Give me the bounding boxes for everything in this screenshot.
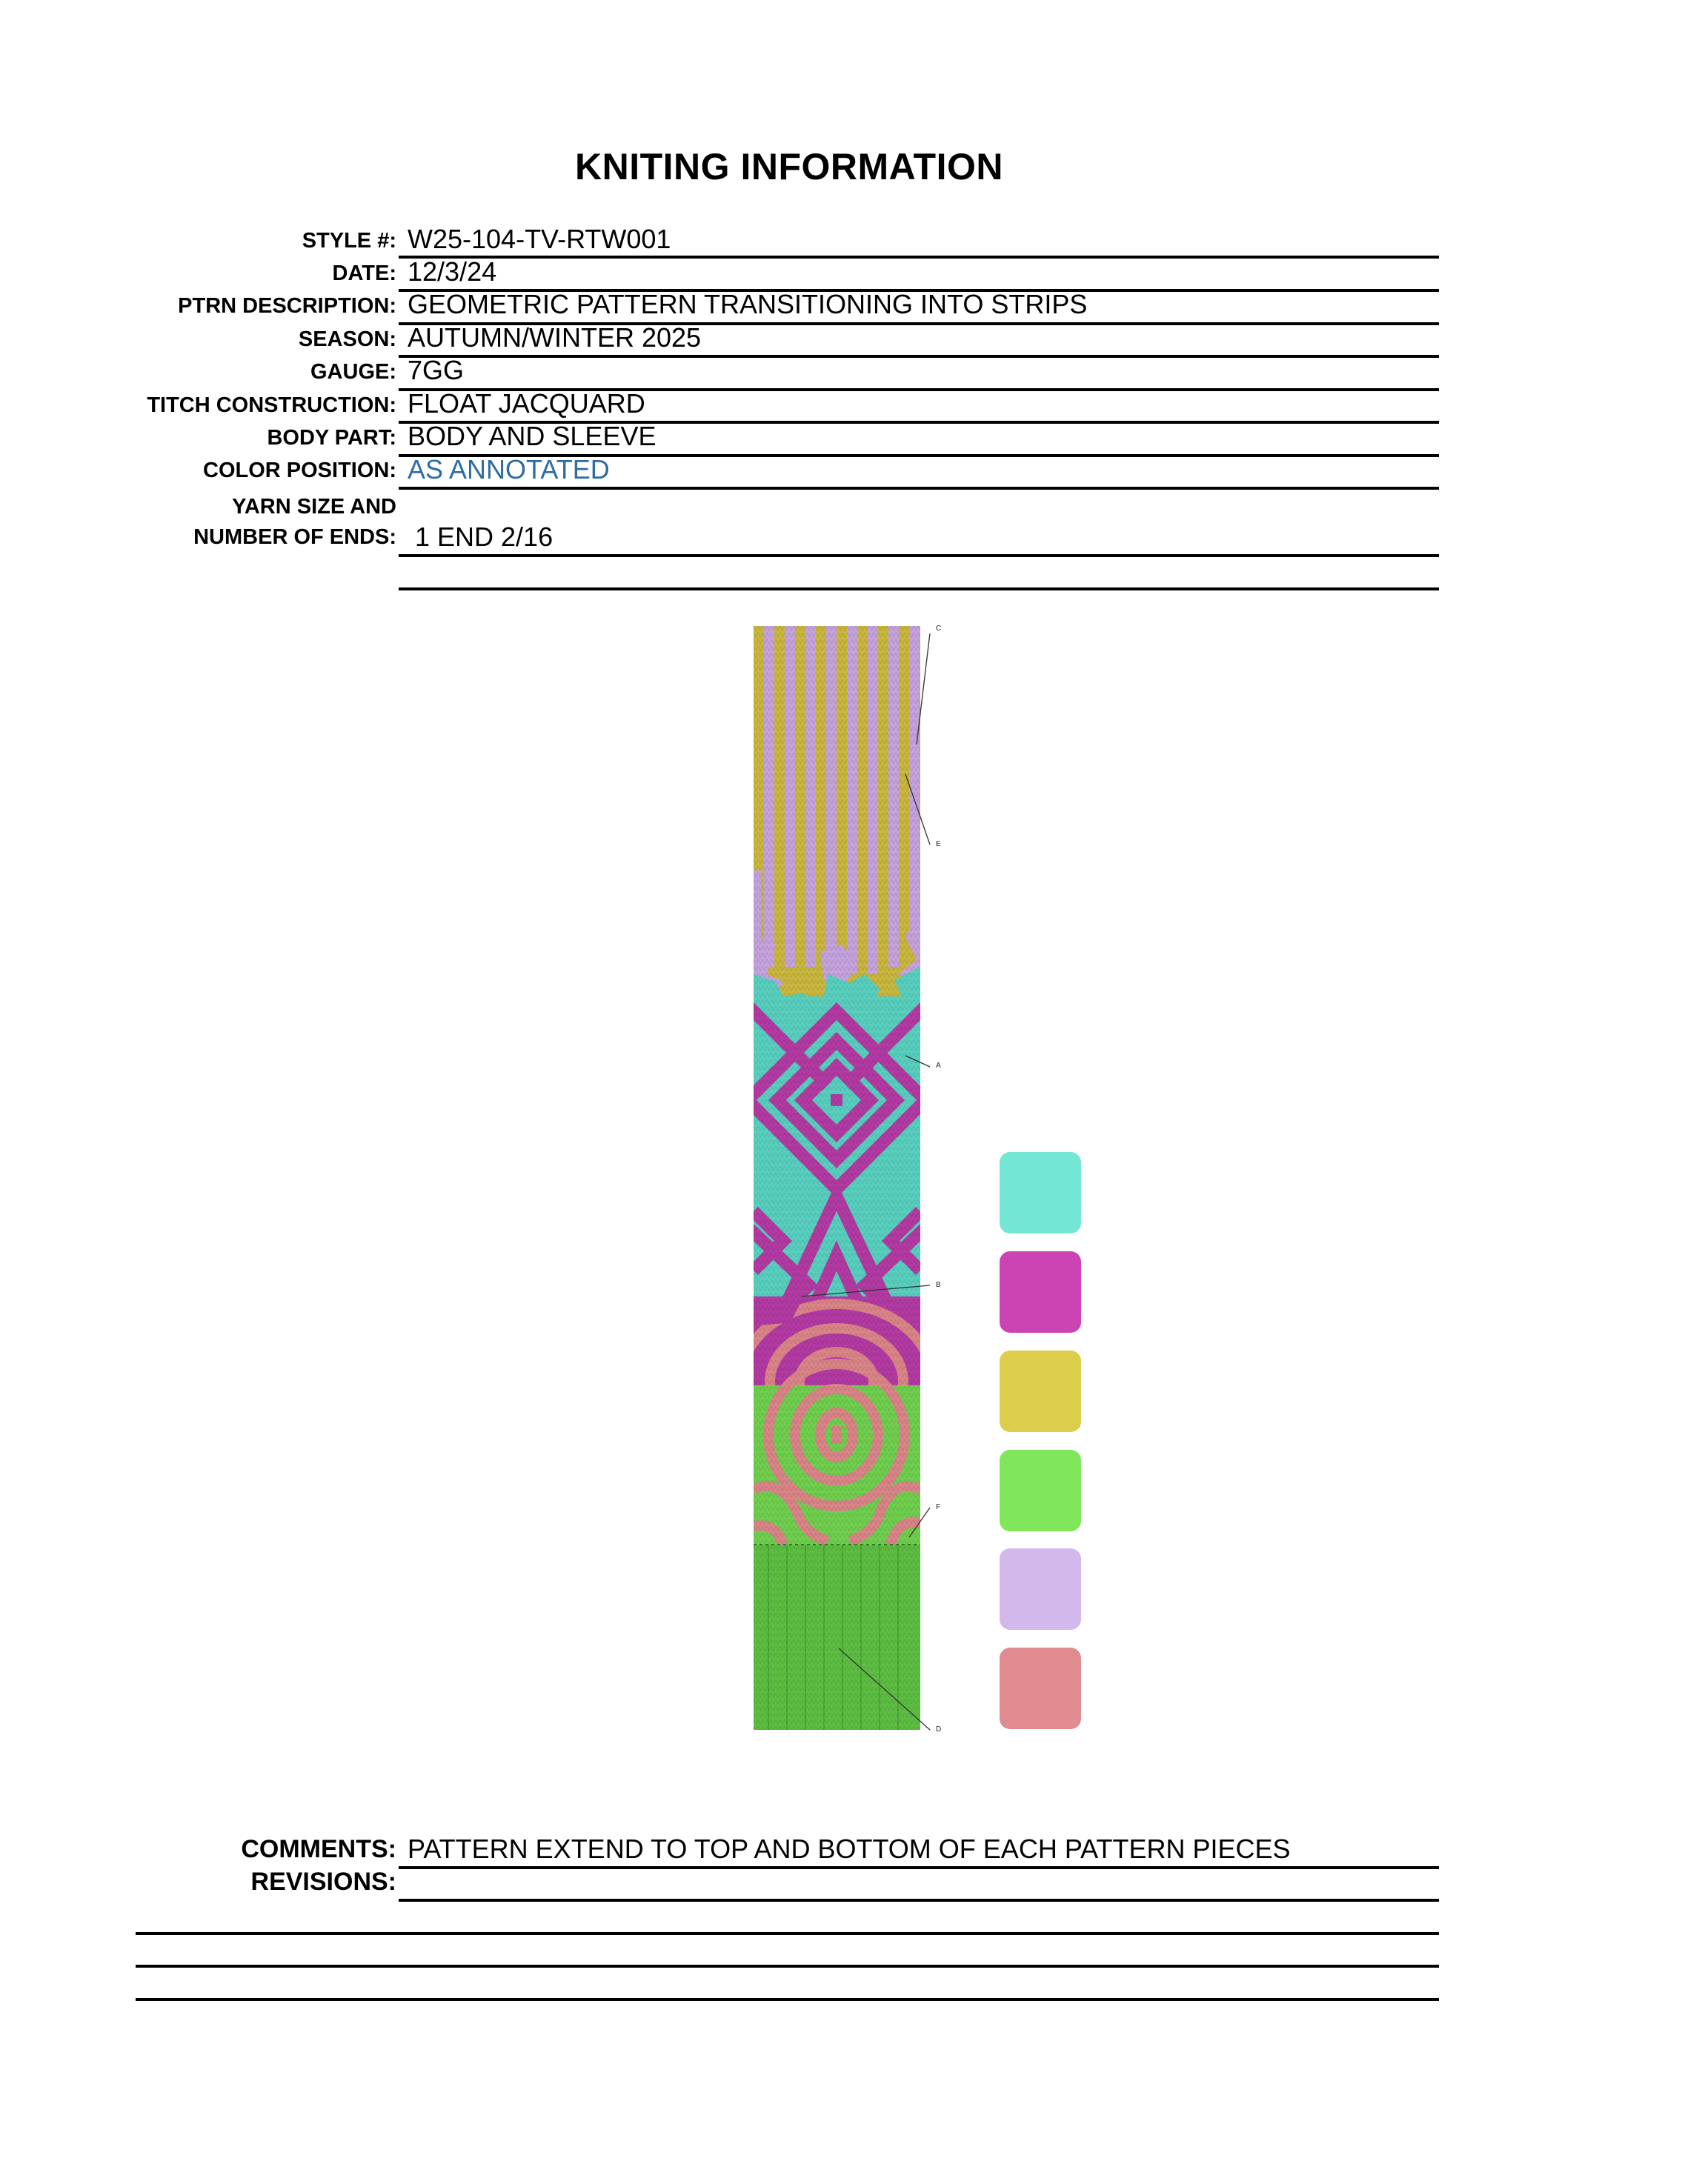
field-value: FLOAT JACQUARD [408,388,645,419]
field-value: 1 END 2/16 [415,522,554,552]
field-value: 12/3/24 [408,256,497,287]
comments-label: COMMENTS: [241,1835,396,1863]
color-swatch-lavender [1000,1548,1081,1630]
color-swatch-gold [1000,1351,1081,1432]
revision-line [136,1965,1439,1968]
color-swatch-magenta [1000,1251,1081,1333]
color-swatch-pink [1000,1648,1081,1729]
page-title: KNITING INFORMATION [575,146,1003,187]
field-label: GAUGE: [310,360,396,384]
field-underline [399,1899,1439,1902]
field-value: 7GG [408,355,465,385]
field-value: GEOMETRIC PATTERN TRANSITIONING INTO STRIPS [408,289,1088,319]
field-label: YARN SIZE AND [232,495,396,519]
field-label: DATE: [332,262,396,285]
field-label: COLOR POSITION: [203,459,396,482]
field-label: TITCH CONSTRUCTION: [147,393,396,417]
callout-leaders [754,626,946,1745]
field-underline [399,554,1439,557]
field-label: BODY PART: [267,426,396,450]
field-value: W25-104-TV-RTW001 [408,224,671,254]
field-label: NUMBER OF ENDS: [193,525,396,549]
callout-label: D [936,1725,942,1734]
comments-value: PATTERN EXTEND TO TOP AND BOTTOM OF EACH PATTERN PIECES [408,1834,1291,1864]
field-underline [399,355,1439,358]
field-underline [399,587,1439,590]
field-underline [399,256,1439,259]
color-swatch-teal [1000,1152,1081,1234]
field-value: BODY AND SLEEVE [408,421,656,451]
callout-label: C [936,625,942,633]
field-label: STYLE #: [302,229,396,253]
revision-line [136,1932,1439,1935]
field-underline [399,487,1439,490]
field-underline [399,1866,1439,1869]
color-swatch-green [1000,1450,1081,1531]
revision-line [136,1998,1439,2001]
callout-label: B [936,1281,941,1289]
callout-label: F [936,1503,941,1511]
callout-label: A [936,1062,941,1070]
revisions-label: REVISIONS: [250,1868,396,1896]
callout-label: E [936,840,941,848]
field-label: PTRN DESCRIPTION: [178,294,396,318]
field-label: SEASON: [298,327,396,351]
field-value: AUTUMN/WINTER 2025 [408,322,702,353]
field-value: AS ANNOTATED [408,454,610,485]
